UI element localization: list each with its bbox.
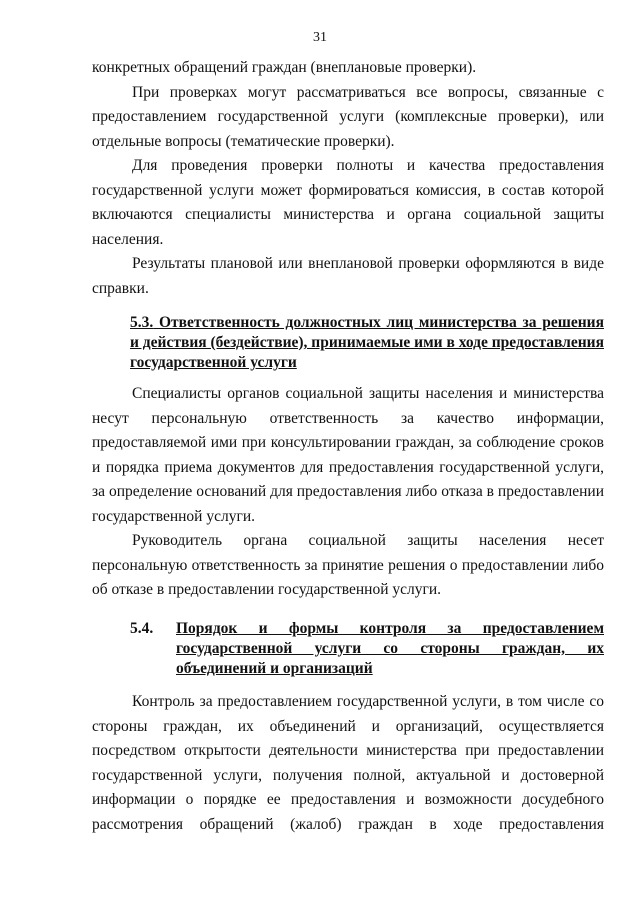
section-heading-5-3 [130,313,604,373]
paragraph: Контроль за предоставлением государственной услуги, в том числе со стороны граждан, их объединений и организаций, осуществляется посредством открытости деятельности министерства при предоставлении государственной услуги, получения полной, актуальной и достоверной информации о порядке ее предоставления и возможности досудебного рассмотрения обращений (жалоб) граждан в ходе предоставления [92,693,604,833]
section-heading-5-4 [130,619,604,679]
section-number: 5.3. [130,314,154,331]
paragraph: Руководитель органа социальной защиты населения несет персональную ответственность за принятие решения о предоставлении либо об отказе в предоставлении государственной услуги. [92,532,604,598]
text-block-2 [92,382,604,603]
paragraph: Для проведения проверки полноты и качества предоставления государственной услуги может формироваться комиссия, в состав которой включаются специалисты министерства и органа социальной защиты населения. [92,157,604,248]
page-number: 31 [313,30,327,45]
paragraph: конкретных обращений граждан (внеплановые проверки). [92,59,477,76]
text-block-1 [92,56,604,301]
section-title: Ответственность должностных лиц министерства за решения и действия (бездействие), принимаемые ими в ходе предоставления государственной услуги [130,314,604,371]
text-block-3 [92,690,604,837]
paragraph: Результаты плановой или внеплановой проверки оформляются в виде справки. [92,255,604,297]
paragraph: При проверках могут рассматриваться все вопросы, связанные с предоставлением государственной услуги (комплексные проверки), или отдельные вопросы (тематические проверки). [92,83,604,150]
paragraph: Специалисты органов социальной защиты населения и министерства несут персональную ответственность за качество информации, предоставляемой ими при консультировании граждан, за соблюдение сроков и порядка приема документов для предоставления государственной услуги, за определение оснований для предоставления либо отказа в предоставлении государственной услуги. [92,385,604,525]
section-title: Порядок и формы контроля за предоставлением государственной услуги со стороны граждан, их объединений и организаций [176,620,604,677]
section-number: 5.4. [130,620,154,637]
